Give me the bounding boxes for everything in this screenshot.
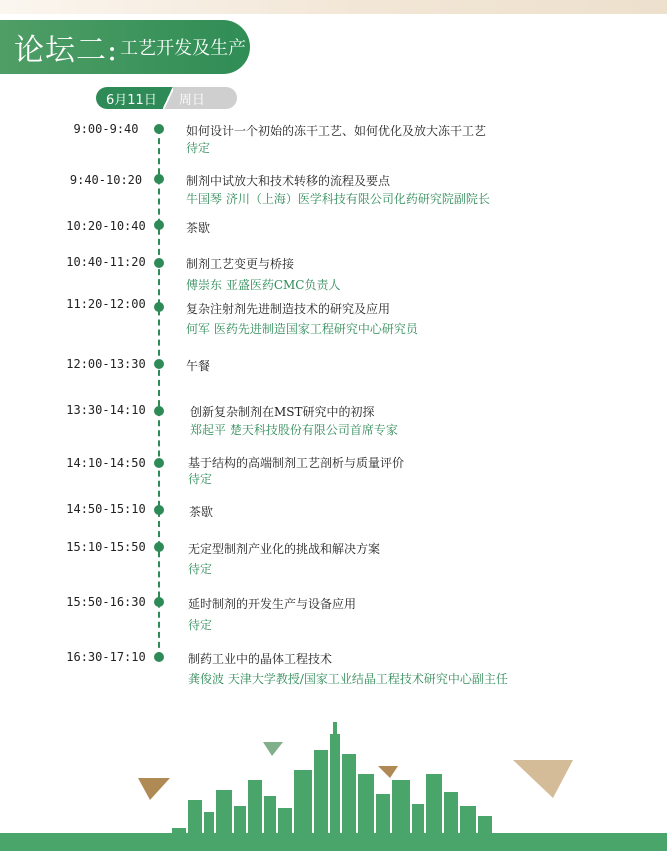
date-label: 6月11日 xyxy=(96,87,163,109)
session-title: 茶歇 xyxy=(186,221,211,235)
timeline-dot xyxy=(154,258,164,268)
date-pill xyxy=(96,87,237,109)
session-speaker: 傅崇东 亚盛医药CMC负责人 xyxy=(186,278,341,292)
timeline-dashed-line xyxy=(158,128,160,658)
date-divider xyxy=(163,87,173,109)
session-title: 无定型制剂产业化的挑战和解决方案 xyxy=(188,542,381,556)
session-time: 10:20-10:40 xyxy=(66,219,146,233)
timeline-dot xyxy=(154,220,164,230)
timeline-dot xyxy=(154,542,164,552)
session-time: 15:50-16:30 xyxy=(66,595,146,609)
session-title: 茶歇 xyxy=(189,505,214,519)
session-title: 制剂中试放大和技术转移的流程及要点 xyxy=(186,174,391,188)
session-title: 午餐 xyxy=(186,359,211,373)
session-speaker: 待定 xyxy=(188,562,213,576)
weekday-label: 周日 xyxy=(173,87,237,109)
session-time: 14:10-14:50 xyxy=(66,456,146,470)
forum-title-number: 论坛二: xyxy=(14,33,119,68)
session-time: 9:00-9:40 xyxy=(73,122,139,136)
timeline-dot xyxy=(154,359,164,369)
session-speaker: 牛国琴 济川（上海）医学科技有限公司化药研究院副院长 xyxy=(186,192,490,206)
session-title: 延时制剂的开发生产与设备应用 xyxy=(188,597,357,611)
triangle-decoration xyxy=(378,766,398,778)
timeline-dot xyxy=(154,406,164,416)
session-speaker: 何军 医药先进制造国家工程研究中心研究员 xyxy=(186,322,418,336)
timeline-dot xyxy=(154,302,164,312)
timeline-dot xyxy=(154,505,164,515)
session-title: 基于结构的高端制剂工艺剖析与质量评价 xyxy=(188,456,405,470)
session-speaker: 龚俊波 天津大学教授/国家工业结晶工程技术研究中心副主任 xyxy=(188,672,508,686)
session-time: 16:30-17:10 xyxy=(66,650,146,664)
buildings xyxy=(172,722,492,836)
timeline-dot xyxy=(154,458,164,468)
session-title: 如何设计一个初始的冻干工艺、如何优化及放大冻干工艺 xyxy=(186,124,487,138)
session-time: 10:40-11:20 xyxy=(66,255,146,269)
timeline-dot xyxy=(154,174,164,184)
session-title: 制剂工艺变更与桥接 xyxy=(186,257,295,271)
forum-title-banner xyxy=(0,20,250,74)
timeline-dot xyxy=(154,124,164,134)
forum-title-topic: 工艺开发及生产 xyxy=(120,38,247,59)
session-title: 制药工业中的晶体工程技术 xyxy=(188,652,333,666)
triangle-decoration xyxy=(513,760,573,798)
top-decorative-strip xyxy=(0,0,667,14)
session-time: 12:00-13:30 xyxy=(66,357,146,371)
session-speaker: 待定 xyxy=(188,618,213,632)
session-time: 15:10-15:50 xyxy=(66,540,146,554)
session-speaker: 郑起平 楚天科技股份有限公司首席专家 xyxy=(190,423,398,437)
session-title: 复杂注射剂先进制造技术的研究及应用 xyxy=(186,302,391,316)
session-time: 14:50-15:10 xyxy=(66,502,146,516)
triangle-decoration xyxy=(138,778,170,800)
session-time: 9:40-10:20 xyxy=(69,173,143,187)
session-speaker: 待定 xyxy=(186,141,211,155)
city-skyline-illustration xyxy=(0,720,667,851)
triangle-decoration xyxy=(263,742,283,756)
session-title: 创新复杂制剂在MST研究中的初探 xyxy=(190,405,375,419)
timeline-dot xyxy=(154,597,164,607)
session-time: 11:20-12:00 xyxy=(66,297,146,311)
timeline-dot xyxy=(154,652,164,662)
session-speaker: 待定 xyxy=(188,472,213,486)
session-time: 13:30-14:10 xyxy=(66,403,146,417)
